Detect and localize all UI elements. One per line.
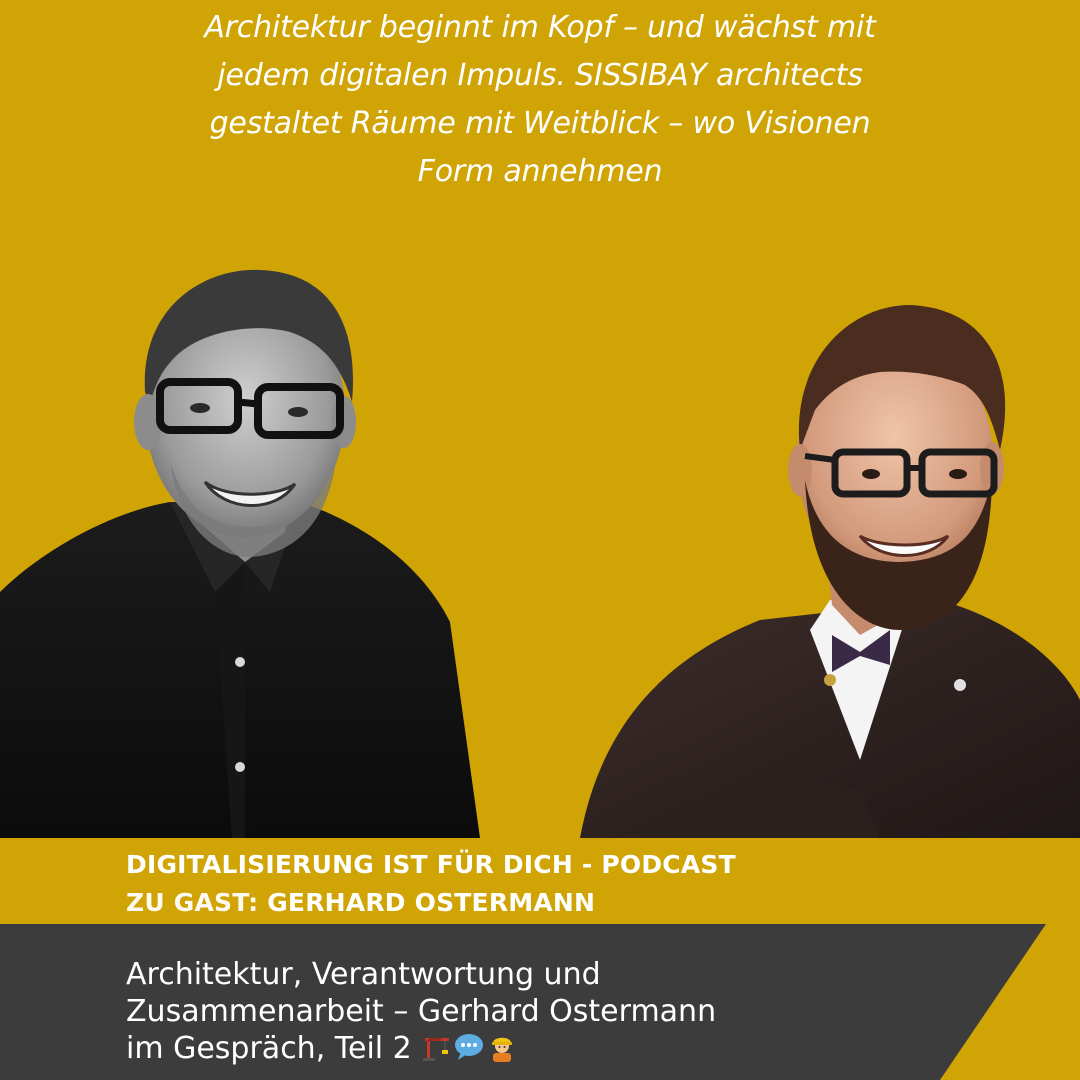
podcast-info	[126, 846, 1026, 922]
episode-line-1: Architektur, Verantwortung und	[126, 957, 601, 992]
construction-worker-icon	[487, 1032, 517, 1062]
episode-line-2: Zusammenarbeit – Gerhard Ostermann	[126, 994, 717, 1029]
guest-line	[126, 884, 1026, 922]
crane-icon	[421, 1032, 451, 1062]
intro-quote	[110, 4, 970, 196]
guest-name: GERHARD OSTERMANN	[267, 888, 596, 917]
host-portrait	[0, 262, 480, 838]
podcast-title: DIGITALISIERUNG IST FÜR DICH - PODCAST	[126, 850, 736, 879]
quote-line-4: Form annehmen	[417, 154, 663, 189]
quote-line-3: gestaltet Räume mit Weitblick – wo Visionen	[209, 106, 871, 141]
episode-title	[126, 956, 886, 1067]
episode-line-3: im Gespräch, Teil 2	[126, 1030, 886, 1067]
speech-bubble-icon	[453, 1032, 485, 1062]
quote-line-2: jedem digitalen Impuls. SISSIBAY architects	[217, 58, 863, 93]
guest-label: ZU GAST:	[126, 888, 268, 917]
guest-portrait	[560, 300, 1080, 838]
emoji-group	[421, 1032, 517, 1062]
quote-line-1: Architektur beginnt im Kopf – und wächst mit	[204, 10, 876, 45]
